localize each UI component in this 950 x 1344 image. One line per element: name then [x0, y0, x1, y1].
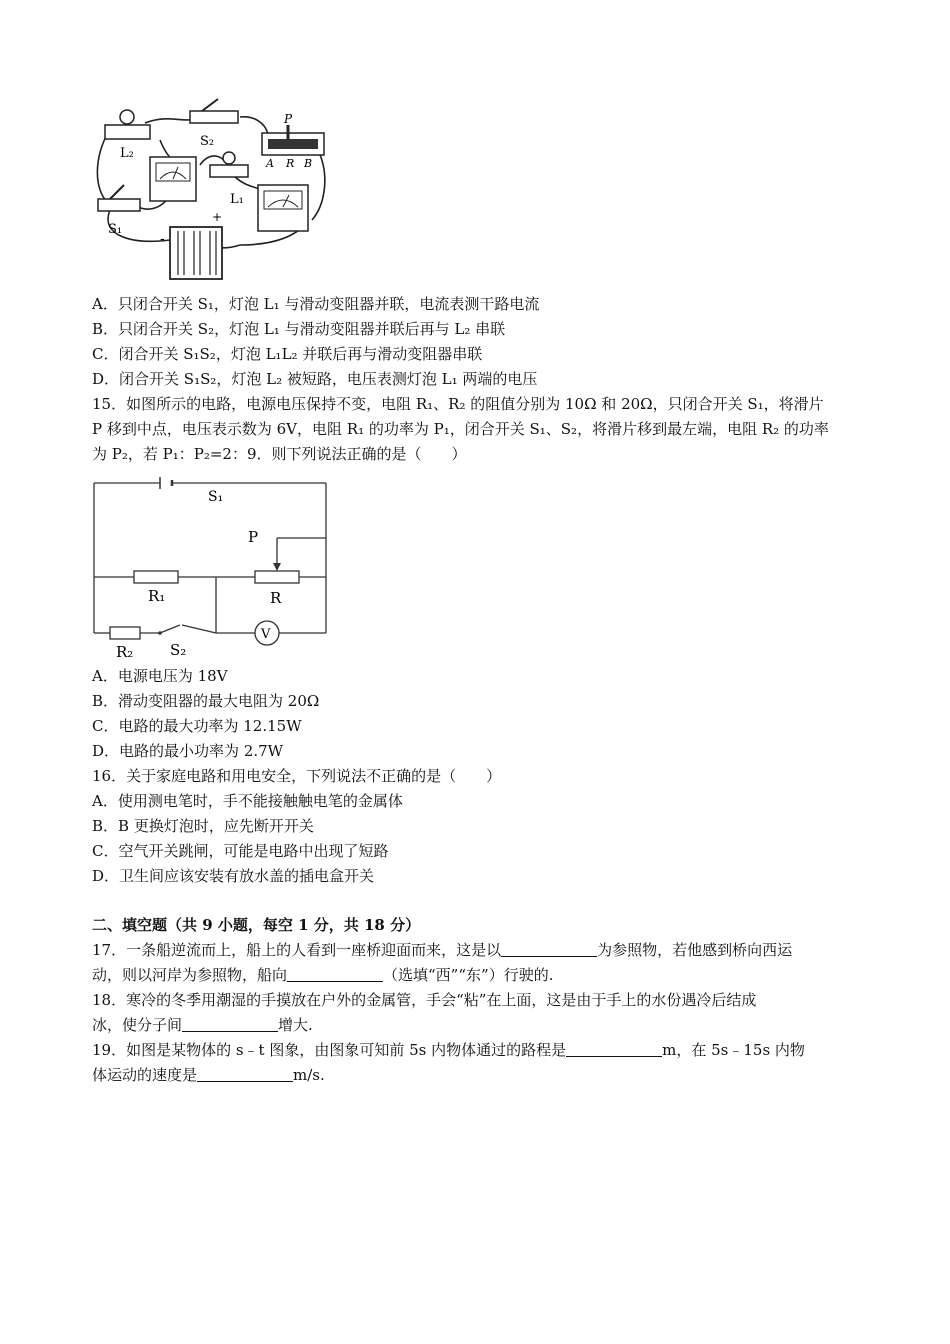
q19-text-a: 19．如图是某物体的 s﹣t 图象，由图象可知前 5s 内物体通过的路程是 — [92, 1041, 567, 1059]
q19-text-b: m，在 5s﹣15s 内物 — [662, 1041, 805, 1059]
q16-option-a: A．使用测电笔时，手不能接触触电笔的金属体 — [92, 792, 403, 810]
q16-stem: 16．关于家庭电路和用电安全，下列说法不正确的是（ ） — [92, 767, 502, 785]
label-minus: - — [160, 231, 165, 247]
lamp-l2-bulb — [120, 110, 134, 124]
q19-line-2 — [92, 1063, 862, 1088]
label-r: R — [286, 157, 295, 170]
q17-line-2 — [92, 963, 862, 988]
label-a: A — [266, 157, 274, 170]
q17-text-d: （选填“西”“东”）行驶的. — [383, 966, 554, 984]
q17-blank-1 — [501, 940, 597, 957]
section-title-fill-blank: 二、填空题（共 9 小题，每空 1 分，共 18 分） — [92, 916, 421, 934]
q15-option-b: B．滑动变阻器的最大电阻为 20Ω — [92, 692, 320, 710]
label-s1: S₁ — [208, 489, 224, 505]
label-s2: S₂ — [170, 641, 187, 659]
q16-option-c: C．空气开关跳闸，可能是电路中出现了短路 — [92, 842, 389, 860]
q16-option-b: B．B 更换灯泡时，应先断开开关 — [92, 817, 314, 835]
q18-blank-1 — [182, 1015, 278, 1032]
q15-stem-line-2: P 移到中点，电压表示数为 6V，电阻 R₁ 的功率为 P₁，闭合开关 S₁、S₂，将滑片移到最左端，电阻 R₂ 的功率 — [92, 420, 829, 438]
q15-stem-line-1: 15．如图所示的电路，电源电压保持不变，电阻 R₁、R₂ 的阻值分别为 10Ω 和 20Ω，只闭合开关 S₁，将滑片 — [92, 395, 824, 413]
q14-option-d: D．闭合开关 S₁S₂，灯泡 L₂ 被短路，电压表测灯泡 L₁ 两端的电压 — [92, 370, 538, 388]
label-l1: L₁ — [230, 192, 244, 207]
q19-text-d: m/s. — [293, 1066, 325, 1084]
label-p: P — [284, 112, 293, 126]
label-plus: + — [212, 210, 223, 224]
q15-option-a: A．电源电压为 18V — [92, 667, 228, 685]
lamp-l2-base — [105, 125, 150, 139]
label-r2: R₂ — [116, 643, 134, 661]
q19-blank-2 — [197, 1065, 293, 1082]
label-b: B — [304, 157, 313, 170]
label-v: V — [261, 627, 271, 642]
rheostat-coil — [268, 139, 318, 149]
q17-text-a: 17．一条船逆流而上，船上的人看到一座桥迎面而来，这是以 — [92, 941, 502, 959]
q15-option-c: C．电路的最大功率为 12.15W — [92, 717, 302, 735]
label-r1: R₁ — [148, 587, 166, 605]
q19-blank-1 — [566, 1040, 662, 1057]
lamp-l1-base — [210, 165, 248, 177]
q18-line-2 — [92, 1013, 862, 1038]
q16-option-d: D．卫生间应该安装有放水盖的插电盒开关 — [92, 867, 375, 885]
label-p: P — [248, 528, 259, 546]
q18-line-1: 18．寒冷的冬季用潮湿的手摸放在户外的金属管，手会“粘”在上面，这是由于手上的水份遇冷后结成 — [92, 991, 757, 1009]
q18-text-b: 增大. — [278, 1016, 313, 1034]
q18-text-a: 冰，使分子间 — [92, 1016, 183, 1034]
q19-text-c: 体运动的速度是 — [92, 1066, 198, 1084]
label-l2: L₂ — [120, 146, 134, 161]
switch-s2-blade — [160, 625, 180, 633]
label-r: R — [270, 589, 282, 607]
q14-option-c: C．闭合开关 S₁S₂，灯泡 L₁L₂ 并联后再与滑动变阻器串联 — [92, 345, 483, 363]
resistor-r1 — [134, 571, 178, 583]
q17-text-b: 为参照物，若他感到桥向西运 — [597, 941, 793, 959]
rheostat-r — [255, 571, 299, 583]
switch-s1 — [98, 199, 140, 211]
switch-s2 — [190, 111, 238, 123]
label-s2: S₂ — [200, 134, 215, 149]
q17-text-c: 动，则以河岸为参照物，船向 — [92, 966, 288, 984]
q15-stem-line-3: 为 P₂，若 P₁：P₂=2：9．则下列说法正确的是（ ） — [92, 445, 467, 463]
q17-line-1 — [92, 938, 862, 963]
label-s1: S₁ — [108, 222, 123, 237]
q19-line-1 — [92, 1038, 862, 1063]
q15-option-d: D．电路的最小功率为 2.7W — [92, 742, 284, 760]
lamp-l1-bulb — [223, 152, 235, 164]
circuit-photo-figure — [90, 95, 335, 285]
resistor-r2 — [110, 627, 140, 639]
slider-arrow — [273, 563, 281, 571]
q14-option-b: B．只闭合开关 S₂，灯泡 L₁ 与滑动变阻器并联后再与 L₂ 串联 — [92, 320, 506, 338]
circuit-schematic-figure — [90, 475, 330, 663]
schematic-wires — [94, 483, 326, 633]
q14-option-a: A．只闭合开关 S₁，灯泡 L₁ 与滑动变阻器并联，电流表测干路电流 — [92, 295, 540, 313]
q17-blank-2 — [287, 965, 383, 982]
